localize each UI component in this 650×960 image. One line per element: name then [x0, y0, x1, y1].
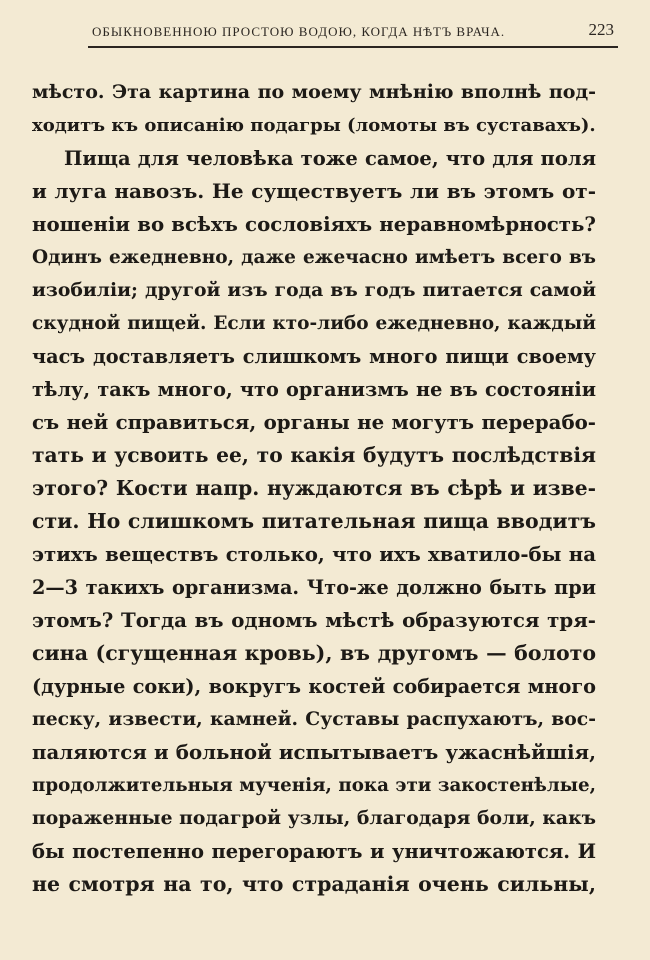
- text-line: часъ доставляетъ слишкомъ много пищи своему: [32, 345, 596, 368]
- text-line: этого? Кости напр. нуждаются въ сѣрѣ и изве-: [32, 476, 596, 500]
- text-line: Пища для человѣка тоже самое, что для поля: [64, 147, 596, 170]
- text-line: сти. Но слишкомъ питательная пища вводитъ: [32, 509, 596, 533]
- text-line: (дурные соки), вокругъ костей собирается много: [32, 675, 596, 698]
- text-line: ходитъ къ описанію подагры (ломоты въ суставахъ).: [32, 115, 596, 136]
- text-line: не смотря на то, что страданія очень сильны,: [32, 872, 596, 896]
- text-line: тать и усвоить ее, то какія будутъ послѣдствія: [32, 443, 596, 467]
- text-line: этомъ? Тогда въ одномъ мѣстѣ образуются тря-: [32, 608, 596, 632]
- text-line: пораженные подагрой узлы, благодаря боли, какъ: [32, 807, 596, 829]
- header-rule: [88, 46, 618, 48]
- text-line: продолжительныя мученія, пока эти закостенѣлые,: [32, 775, 596, 796]
- text-line: мѣсто. Эта картина по моему мнѣнію вполнѣ под-: [32, 81, 596, 103]
- text-line: съ ней справиться, органы не могутъ перерабо-: [32, 410, 596, 434]
- text-line: ношеніи во всѣхъ сословіяхъ неравномѣрность?: [32, 212, 596, 236]
- text-line: этихъ веществъ столько, что ихъ хватило-бы на: [32, 542, 596, 566]
- text-line: Одинъ ежедневно, даже ежечасно имѣетъ всего въ: [32, 247, 596, 268]
- body-text: [32, 76, 596, 901]
- text-line: паляются и больной испытываетъ ужаснѣйшія,: [32, 740, 596, 764]
- text-line: 2—3 такихъ организма. Что-же должно быть при: [32, 576, 596, 599]
- running-head-title: ОБЫКНОВЕННОЮ ПРОСТОЮ ВОДОЮ, КОГДА НѢТЪ ВРАЧА.: [92, 24, 506, 39]
- text-line: тѣлу, такъ много, что организмъ не въ состояніи: [32, 378, 596, 401]
- text-line: сина (сгущенная кровь), въ другомъ — болото: [32, 641, 596, 665]
- running-head: [92, 22, 614, 44]
- page-number: 223: [588, 20, 614, 39]
- text-line: изобиліи; другой изъ года въ годъ питается самой: [32, 279, 596, 301]
- text-line: песку, извести, камней. Суставы распухаютъ, вос-: [32, 708, 596, 730]
- text-line: бы постепенно перегораютъ и уничтожаются. И: [32, 840, 596, 863]
- text-line: и луга навозъ. Не существуетъ ли въ этомъ от-: [32, 179, 596, 203]
- text-line: скудной пищей. Если кто-либо ежедневно, каждый: [32, 313, 596, 334]
